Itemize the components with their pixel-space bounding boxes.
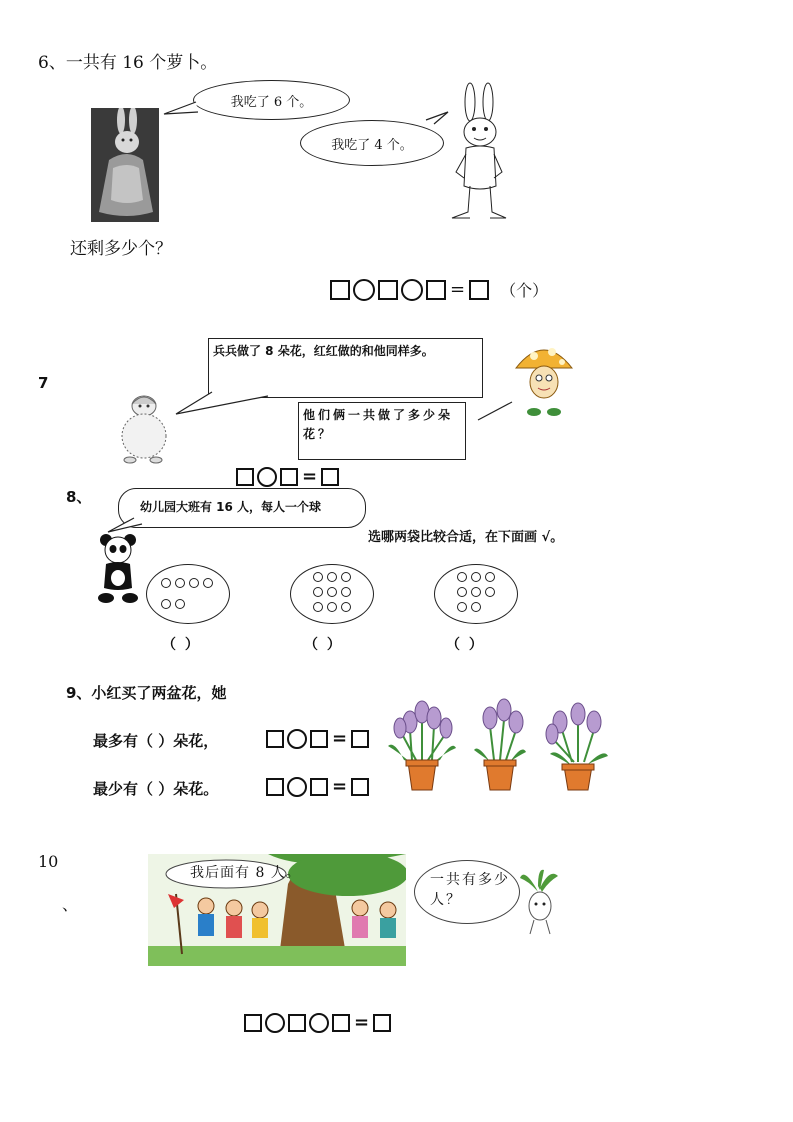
ball [457, 602, 467, 612]
q7-question-box: 他们俩一共做了多少朵花？ [298, 402, 466, 460]
answer-box[interactable] [236, 468, 254, 486]
bubble-tail-left [162, 100, 202, 120]
equals-sign: = [450, 279, 466, 300]
equals-sign: = [302, 466, 318, 487]
q6-unit: （个） [500, 281, 549, 300]
flower-pots-image [382, 690, 618, 794]
ball [313, 602, 323, 612]
answer-box[interactable] [378, 280, 398, 300]
answer-box[interactable] [310, 778, 328, 796]
answer-box[interactable] [351, 778, 369, 796]
operator-circle[interactable] [353, 279, 375, 301]
mushroom-character-image [512, 338, 576, 418]
q8-number: 8、 [66, 488, 92, 506]
q7-statement-box: 兵兵做了 8 朵花，红红做的和他同样多。 [208, 338, 483, 398]
answer-box[interactable] [310, 730, 328, 748]
q9-intro: 9、小红买了两盆花，她 [66, 684, 227, 702]
bag-3-answer[interactable]: （ ） [446, 637, 485, 653]
speech-bubble-right: 我吃了 4 个。 [300, 120, 444, 166]
q6-question: 还剩多少个？ [70, 239, 172, 259]
q8-instruction: 选哪两袋比较合适，在下面画 √。 [368, 530, 564, 545]
q10-speech-right: 一共有多少人？ [430, 872, 510, 908]
ball [161, 599, 171, 609]
ball [485, 587, 495, 597]
ball [161, 578, 171, 588]
q8-bubble-text: 幼儿园大班有 16 人，每人一个球 [140, 500, 322, 514]
ball [471, 602, 481, 612]
ball [341, 587, 351, 597]
ball [327, 587, 337, 597]
answer-box[interactable] [332, 1014, 350, 1032]
answer-box[interactable] [244, 1014, 262, 1032]
white-rabbit-image [440, 82, 518, 224]
operator-circle[interactable] [309, 1013, 329, 1033]
q9-equation-least [266, 776, 369, 797]
q7-number: 7 [38, 374, 49, 392]
bag-2-answer[interactable]: （ ） [304, 637, 343, 653]
ball [327, 602, 337, 612]
bag-1-answer[interactable]: （ ） [162, 637, 201, 653]
ball [189, 578, 199, 588]
ball [327, 572, 337, 582]
equals-sign: = [332, 728, 348, 749]
ball [457, 572, 467, 582]
answer-box[interactable] [351, 730, 369, 748]
q10-comma: 、 [62, 895, 79, 914]
answer-box[interactable] [266, 778, 284, 796]
q7-bubble-tail [172, 390, 272, 420]
operator-circle[interactable] [287, 777, 307, 797]
equals-sign: = [332, 776, 348, 797]
answer-box[interactable] [426, 280, 446, 300]
answer-box[interactable] [330, 280, 350, 300]
ball [457, 587, 467, 597]
ball [471, 572, 481, 582]
answer-box[interactable] [321, 468, 339, 486]
ball [175, 578, 185, 588]
ball-bag-1 [146, 564, 230, 624]
answer-box[interactable] [266, 730, 284, 748]
q10-number: 10 [38, 852, 59, 871]
q9-equation-most [266, 728, 369, 749]
q9-least: 最少有（ ）朵花。 [93, 780, 219, 798]
q7-equation [236, 466, 339, 487]
panda-image [96, 532, 142, 604]
radish-character-image [516, 868, 562, 938]
ball [175, 599, 185, 609]
answer-box[interactable] [469, 280, 489, 300]
operator-circle[interactable] [401, 279, 423, 301]
flower-pot-1 [388, 701, 456, 790]
equals-sign: = [354, 1012, 370, 1033]
ball [485, 572, 495, 582]
q7-pointer-line [476, 398, 516, 424]
ball [313, 587, 323, 597]
gray-rabbit-image [91, 108, 159, 222]
answer-box[interactable] [288, 1014, 306, 1032]
q6-equation [330, 278, 548, 301]
q9-most: 最多有（ ）朵花， [93, 732, 219, 750]
ball [471, 587, 481, 597]
q6-title: 6、一共有 16 个萝卜。 [38, 53, 218, 73]
ball [341, 602, 351, 612]
q10-speech-left: 我后面有 8 人。 [190, 865, 301, 881]
cartoon-character-image [112, 390, 176, 464]
speech-bubble-left: 我吃了 6 个。 [193, 80, 350, 120]
ball [203, 578, 213, 588]
answer-box[interactable] [280, 468, 298, 486]
flower-pot-2 [474, 699, 526, 790]
ball [341, 572, 351, 582]
operator-circle[interactable] [257, 467, 277, 487]
q10-equation [244, 1012, 391, 1033]
operator-circle[interactable] [265, 1013, 285, 1033]
answer-box[interactable] [373, 1014, 391, 1032]
ball [313, 572, 323, 582]
operator-circle[interactable] [287, 729, 307, 749]
flower-pot-3 [546, 703, 608, 790]
